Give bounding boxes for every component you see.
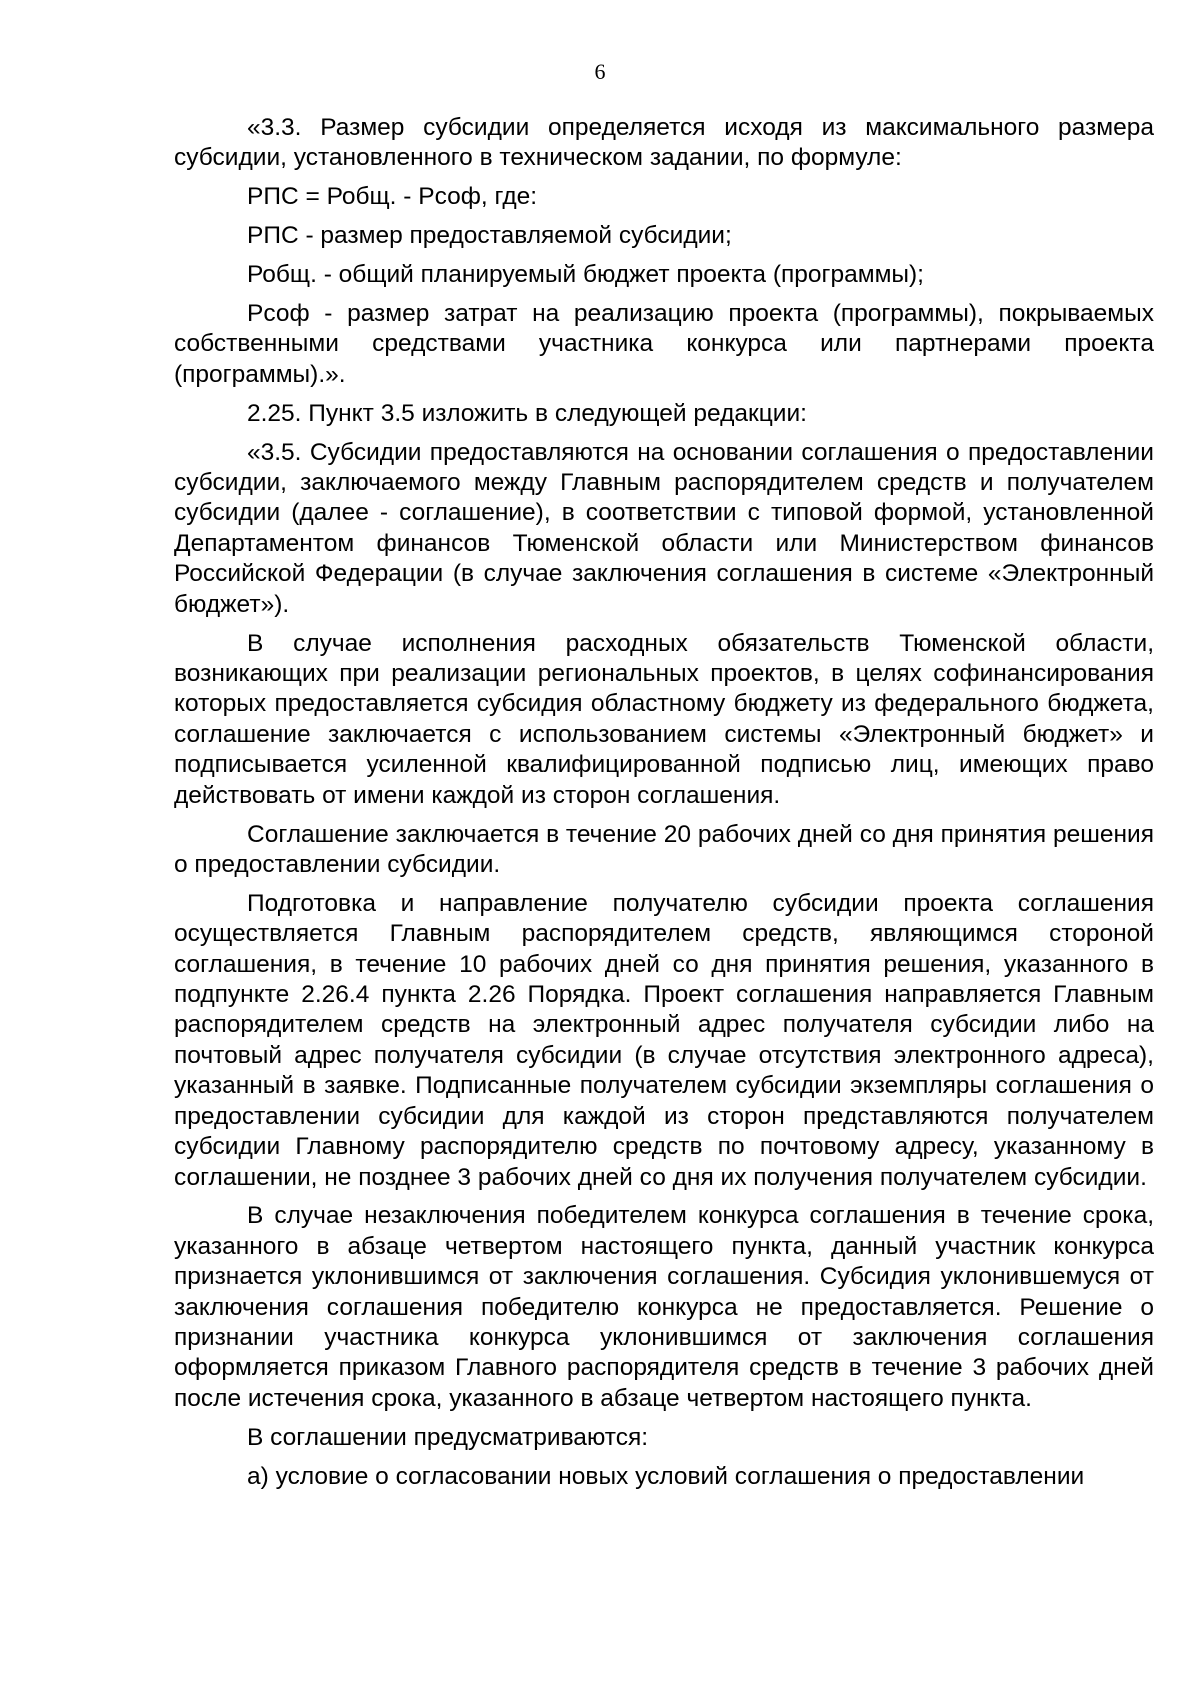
paragraph-definition-rps: РПС - размер предоставляемой субсидии; bbox=[247, 222, 732, 250]
paragraph-agreement-preparation: Подготовка и направление получателю субсидии проекта соглашения осуществляется Главным распорядителем средств, являющимся стороной соглашения, в течение 10 рабочих дней со дня принятия решения, указанного в подпункте 2.26.4 пункта 2.26 Порядка. Проект соглашения направляется Главным распорядителем средств на электронный адрес получателя субсидии либо на почтовый адрес получателя субсидии (в случае отсутствия электронного адреса), указанный в заявке. Подписанные получателем субсидии экземпляры соглашения о предоставлении субсидии для каждой из сторон представляются получателем субсидии Главному распорядителю средств по почтовому адресу, указанному в соглашении, не позднее 3 рабочих дней со дня их получения получателем субсидии. bbox=[174, 889, 1154, 1191]
paragraph-formula: РПС = Робщ. - Рсоф, где: bbox=[247, 183, 538, 211]
page-number: 6 bbox=[594, 59, 606, 84]
paragraph-agreement-provisions: В соглашении предусматриваются: bbox=[247, 1423, 649, 1451]
paragraph-provision-a: а) условие о согласовании новых условий соглашения о предоставлении bbox=[247, 1462, 1085, 1490]
paragraph-definition-rsof: Рсоф - размер затрат на реализацию проекта (программы), покрываемых собственными средствами участника конкурса или партнерами проекта (программы).». bbox=[174, 300, 1154, 388]
paragraph-definition-robsch: Робщ. - общий планируемый бюджет проекта (программы); bbox=[247, 261, 924, 289]
paragraph-3-5-agreement-basis: «3.5. Субсидии предоставляются на основании соглашения о предоставлении субсидии, заключаемого между Главным распорядителем средств и получателем субсидии (далее - соглашение), в соответствии с типовой формой, установленной Департаментом финансов Тюменской области или Министерством финансов Российской Федерации (в случае заключения соглашения в системе «Электронный бюджет»). bbox=[174, 438, 1154, 618]
paragraph-electronic-budget: В случае исполнения расходных обязательств Тюменской области, возникающих при реализации региональных проектов, в целях софинансирования которых предоставляется субсидия областному бюджету из федерального бюджета, соглашение заключается с использованием системы «Электронный бюджет» и подписывается усиленной квалифицированной подписью лиц, имеющих право действовать от имени каждой из сторон соглашения. bbox=[174, 629, 1154, 809]
paragraph-2-25-amendment: 2.25. Пункт 3.5 изложить в следующей редакции: bbox=[247, 399, 807, 427]
document-body bbox=[174, 113, 1154, 1501]
paragraph-agreement-term: Соглашение заключается в течение 20 рабочих дней со дня принятия решения о предоставлении субсидии. bbox=[174, 820, 1154, 878]
paragraph-3-3-subsidy-size: «3.3. Размер субсидии определяется исходя из максимального размера субсидии, установленного в техническом задании, по формуле: bbox=[174, 114, 1154, 172]
paragraph-non-conclusion: В случае незаключения победителем конкурса соглашения в течение срока, указанного в абзаце четвертом настоящего пункта, данный участник конкурса признается уклонившимся от заключения соглашения. Субсидия уклонившемуся от заключения соглашения победителю конкурса не предоставляется. Решение о признании участника конкурса уклонившимся от заключения соглашения оформляется приказом Главного распорядителя средств в течение 3 рабочих дней после истечения срока, указанного в абзаце четвертом настоящего пункта. bbox=[174, 1202, 1154, 1412]
